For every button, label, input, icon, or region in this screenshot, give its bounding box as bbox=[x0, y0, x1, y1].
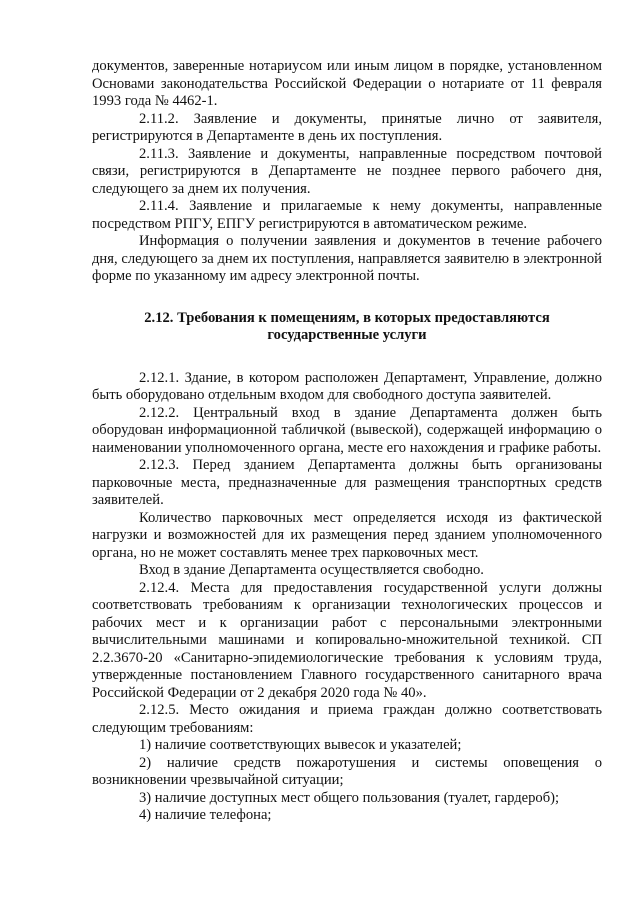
paragraph-2-12-1: 2.12.1. Здание, в котором расположен Департамент, Управление, должно быть оборудовано отдельным входом для свободного доступа заявителей. bbox=[92, 369, 602, 403]
paragraph-2-12-5: 2.12.5. Место ожидания и приема граждан должно соответствовать следующим требованиям: bbox=[92, 702, 602, 736]
paragraph-2-12-4: 2.12.4. Места для предоставления государственной услуги должны соответствовать требованиям к организации технологических процессов и рабочих мест и к организации работ с персональными электронными вычислительными машинами и копировально-множительной техникой. СП 2.2.3670-20 «Санитарно-эпидемиологические требования к условиям труда, утвержденные постановлением Главного государственного санитарного врача Российской Федерации от 2 декабря 2020 года № 40». bbox=[92, 579, 602, 701]
heading-line-2: государственные услуги bbox=[267, 327, 427, 343]
section-2-11-text bbox=[92, 58, 602, 286]
section-heading-2-12 bbox=[92, 310, 602, 345]
paragraph-entrance: Вход в здание Департамента осуществляется свободно. bbox=[139, 562, 484, 578]
section-2-12-text bbox=[92, 370, 602, 825]
paragraph-continuation: документов, заверенные нотариусом или иным лицом в порядке, установленном Основами законодательства Российской Федерации о нотариате от 11 февраля 1993 года № 4462-1. bbox=[92, 58, 602, 109]
list-item-2: 2) наличие средств пожаротушения и системы оповещения о возникновении чрезвычайной ситуации; bbox=[92, 754, 602, 788]
list-item-1: 1) наличие соответствующих вывесок и указателей; bbox=[139, 737, 462, 753]
paragraph-2-12-2: 2.12.2. Центральный вход в здание Департамента должен быть оборудован информационной табличкой (вывеской), содержащей информацию о наименовании уполномоченного органа, месте его нахождения и графике работы. bbox=[92, 404, 602, 456]
heading-line-1: 2.12. Требования к помещениям, в которых предоставляются bbox=[144, 309, 550, 326]
paragraph-2-11-3: 2.11.3. Заявление и документы, направленные посредством почтовой связи, регистрируются в Департаменте не позднее первого рабочего дня, следующего за днем их получения. bbox=[92, 145, 602, 197]
paragraph-2-11-2: 2.11.2. Заявление и документы, принятые лично от заявителя, регистрируются в Департаменте в день их поступления. bbox=[92, 110, 602, 144]
paragraph-info-receipt: Информация о получении заявления и документов в течение рабочего дня, следующего за днем их поступления, направляется заявителю в электронной форме по указанному им адресу электронной почты. bbox=[92, 233, 602, 284]
paragraph-2-11-4: 2.11.4. Заявление и прилагаемые к нему документы, направленные посредством РПГУ, ЕПГУ регистрируются в автоматическом режиме. bbox=[92, 198, 602, 232]
paragraph-2-12-3: 2.12.3. Перед зданием Департамента должны быть организованы парковочные места, предназначенные для размещения транспортных средств заявителей. bbox=[92, 457, 602, 508]
list-item-3: 3) наличие доступных мест общего пользования (туалет, гардероб); bbox=[139, 789, 560, 806]
paragraph-parking-count: Количество парковочных мест определяется исходя из фактической нагрузки и возможностей для их размещения перед зданием уполномоченного органа, но не может составлять менее трех парковочных мест. bbox=[92, 509, 602, 561]
list-item-4: 4) наличие телефона; bbox=[139, 807, 272, 823]
